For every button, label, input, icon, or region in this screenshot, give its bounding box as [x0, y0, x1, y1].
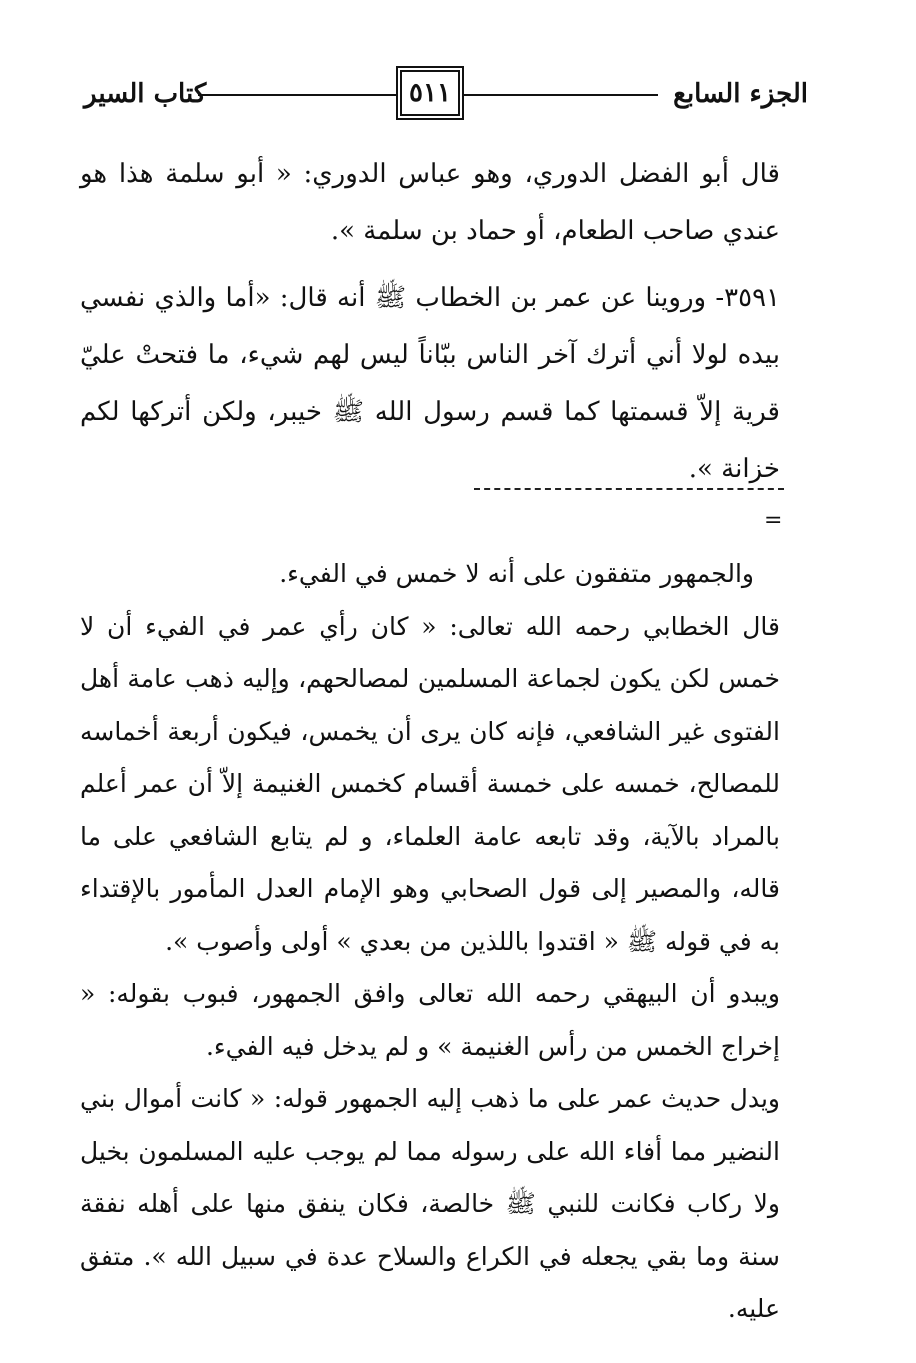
- running-header-volume: الجزء السابع: [673, 79, 808, 109]
- commentary-paragraph-4: ويدل حديث عمر على ما ذهب إليه الجمهور قوله: « كانت أموال بني النضير مما أفاء الله على رسوله مما لم يوجب عليه المسلمون بخيل ولا ركاب فكانت للنبي ﷺ خالصة، فكان ينفق منها على أهله نفقة سنة وما بقي يجعله في الكراع والسلاح عدة في سبيل الله ». متفق عليه.: [80, 1084, 780, 1323]
- page-number: ٥١١: [400, 70, 460, 116]
- header-rule-left: [198, 94, 396, 96]
- header-rule-right: [462, 94, 658, 96]
- running-header-book: كتاب السير: [84, 79, 207, 109]
- main-text: [80, 146, 780, 498]
- continuation-mark: =: [764, 508, 783, 533]
- commentary-text: [80, 548, 780, 1336]
- footnote-separator: [474, 488, 784, 490]
- main-paragraph-2: ٣٥٩١- وروينا عن عمر بن الخطاب ﷺ أنه قال: «أما والذي نفسي بيده لولا أني أترك آخر الناس ببّاناً ليس لهم شيء، ما فتحتْ عليّ قرية إلاّ قسمتها كما قسم رسول الله ﷺ خيبر، ولكن أتركها لكم خزانة ».: [80, 283, 780, 484]
- commentary-paragraph-2: قال الخطابي رحمه الله تعالى: « كان رأي عمر في الفيء أن لا خمس لكن يكون لجماعة المسلمين لمصالحهم، وإليه ذهب عامة أهل الفتوى غير الشافعي، فإنه كان يرى أن يخمس، فيكون أربعة أخماسه للمصالح، خمسه على خمسة أقسام كخمس الغنيمة إلاّ أن عمر أعلم بالمراد بالآية، وقد تابعه عامة العلماء، و لم يتابع الشافعي على ما قاله، والمصير إلى قول الصحابي وهو الإمام العدل المأمور بالإقتداء به في قوله ﷺ « اقتدوا باللذين من بعدي » أولى وأصوب ».: [80, 611, 780, 956]
- main-paragraph-1: قال أبو الفضل الدوري، وهو عباس الدوري: « أبو سلمة هذا هو عندي صاحب الطعام، أو حماد بن سلمة ».: [80, 159, 780, 246]
- commentary-paragraph-3: ويبدو أن البيهقي رحمه الله تعالى وافق الجمهور، فبوب بقوله: « إخراج الخمس من رأس الغنيمة » و لم يدخل فيه الفيء.: [80, 979, 780, 1061]
- commentary-paragraph-1: والجمهور متفقون على أنه لا خمس في الفيء.: [279, 559, 754, 588]
